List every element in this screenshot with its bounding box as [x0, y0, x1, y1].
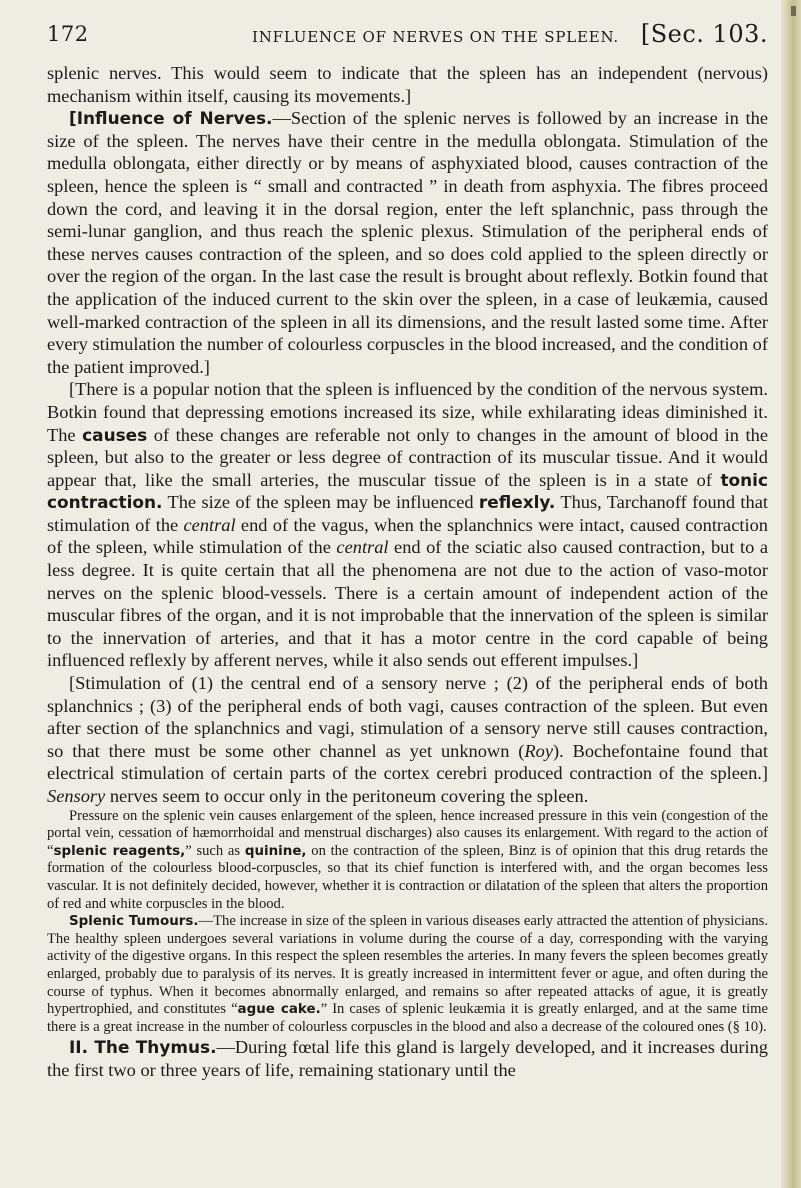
term-tonic-contraction: tonic contraction. [47, 469, 768, 513]
emphasis: central [183, 514, 236, 535]
page-body [47, 62, 768, 1082]
heading-thymus: II. The Thymus. [69, 1037, 217, 1058]
paragraph-popular-notion [47, 378, 768, 672]
emphasis: Sensory [47, 786, 106, 806]
page-header [47, 18, 768, 62]
text: ” such as [185, 842, 245, 859]
text: nerves seem to occur only in the peritoneum covering the spleen. [105, 786, 589, 806]
term-causes: causes [82, 424, 148, 445]
term-reflexly: reflexly. [478, 492, 556, 513]
paragraph-stimulation [47, 672, 768, 808]
paragraph-splenic-tumours [47, 913, 768, 1036]
text: splenic nerves. This would seem to indicate that the spleen has an independent (nervous) mechanism within itself, causing its movements.] [47, 63, 768, 106]
text: —The increase in size of the spleen in various diseases early attracted the attention of physicians. The healthy spleen undergoes several variations in volume during the course of a day, corresponding with the varying activity of the digestive organs. In this respect the spleen resembles the arteries. In many fevers the spleen becomes greatly enlarged, probably due to paralysis of its nerves. It is greatly increased in intermittent fever or ague, and often during the course of typhus. When it becomes abnormally enlarged, and remains so after repeated attacks of ague, it is greatly hypertrophied, and constitutes “ [47, 913, 768, 1018]
section-label: [Sec. 103. [640, 20, 768, 48]
text: on the contraction of the spleen, Binz is of opinion that this drug retards the formation of the colourless blood-corpuscles, so that its chief function is interfered with, and the organ becomes less vascular. It is not definitely decided, however, whether it is contraction or dilatation of the spleen that alters the proportion of red and white corpuscles in the blood. [47, 842, 768, 912]
text: of these changes are referable not only to changes in the amount of blood in the spleen, but also to the greater or less degree of contraction of its muscular tissue. And it would appear that, like the small arteries, the muscular tissue of the spleen is in a state of [47, 424, 768, 490]
text: ” In cases of splenic leukæmia it is greatly enlarged, and at the same time there is a great increase in the number of colourless corpuscles in the blood and also a decrease of the coloured ones (§ 10). [47, 1001, 768, 1035]
text: Thus, Tarchanoff found that stimulation of the [47, 492, 768, 535]
page [47, 18, 768, 1082]
text: [Stimulation of (1) the central end of a sensory nerve ; (2) of the peripheral ends of both splanchnics ; (3) of the peripheral ends of both vagi, causes contraction of the spleen. But even after section of the splanchnics and vagi, stimulation of a sensory nerve still causes contraction, so that there must be some other channel as yet unknown ( [47, 673, 768, 761]
citation-roy: Roy [524, 740, 553, 761]
text: end of the sciatic also caused contraction, but to a less degree. It is quite certain that all the phenomena are not due to the action of vaso-motor nerves on the splenic blood-vessels. There is a certain amount of independent action of the muscular fibres of the organ, and it is not improbable that the innervation of the spleen is similar to the innervation of arteries, and that it has a motor centre in the cord capable of being influenced reflexly by afferent nerves, while it also sends out efferent impulses.] [47, 537, 768, 671]
text: Pressure on the splenic vein causes enlargement of the spleen, hence increased pressure in this vein (congestion of the portal vein, cessation of hæmorrhoidal and menstrual discharges) also causes its enlargement. With regard to the action of “ [47, 807, 768, 859]
running-title: INFLUENCE OF NERVES ON THE SPLEEN. [252, 28, 619, 46]
book-spine-edge [781, 0, 801, 1188]
spine-mark [791, 6, 796, 16]
text: —During fœtal life this gland is largely developed, and it increases during the first two or three years of life, remaining stationary until the [47, 1037, 768, 1080]
term-quinine: quinine, [244, 843, 307, 859]
text: [There is a popular notion that the spleen is influenced by the condition of the nervous system. Botkin found that depressing emotions increased its size, while exhilarating ideas diminished it. The [47, 379, 768, 445]
term-splenic-reagents: splenic reagents, [53, 843, 186, 859]
paragraph-pressure [47, 808, 768, 914]
paragraph-continued [47, 62, 768, 107]
text: The size of the spleen may be influenced [162, 492, 479, 513]
text: —Section of the splenic nerves is followed by an increase in the size of the spleen. The nerves have their centre in the medulla oblongata. Stimulation of the medulla oblongata, either directly or by means of asphyxiated blood, causes contraction of the spleen, hence the spleen is “ small and contracted ” in death from asphyxia. The fibres proceed down the cord, and leaving it in the dorsal region, enter the left splanchnic, pass through the semi-lunar ganglion, and thus reach the splenic plexus. Stimulation of the peripheral ends of these nerves causes contraction of the spleen, and so does cold applied to the spleen directly or over the region of the organ. In the last case the result is brought about reflexly. Botkin found that the application of the induced current to the skin over the spleen, in a case of leukæmia, caused well-marked contraction of the spleen in all its dimensions, and the result lasted some time. After every stimulation the number of colourless corpuscles in the blood increased, and the condition of the patient improved.] [47, 108, 768, 377]
term-ague-cake: ague cake. [237, 1002, 321, 1018]
heading-splenic-tumours: Splenic Tumours. [69, 914, 199, 930]
paragraph-influence-of-nerves [47, 107, 768, 378]
text: ). Bochefontaine found that electrical stimulation of certain parts of the cortex cerebri produced contraction of the spleen.] [47, 740, 768, 784]
paragraph-thymus [47, 1036, 768, 1081]
emphasis: central [336, 537, 389, 558]
heading-influence-of-nerves: [Influence of Nerves. [69, 108, 273, 129]
page-number: 172 [47, 22, 89, 46]
text: end of the vagus, when the splanchnics were intact, caused contraction of the spleen, while stimulation of the [47, 514, 768, 558]
